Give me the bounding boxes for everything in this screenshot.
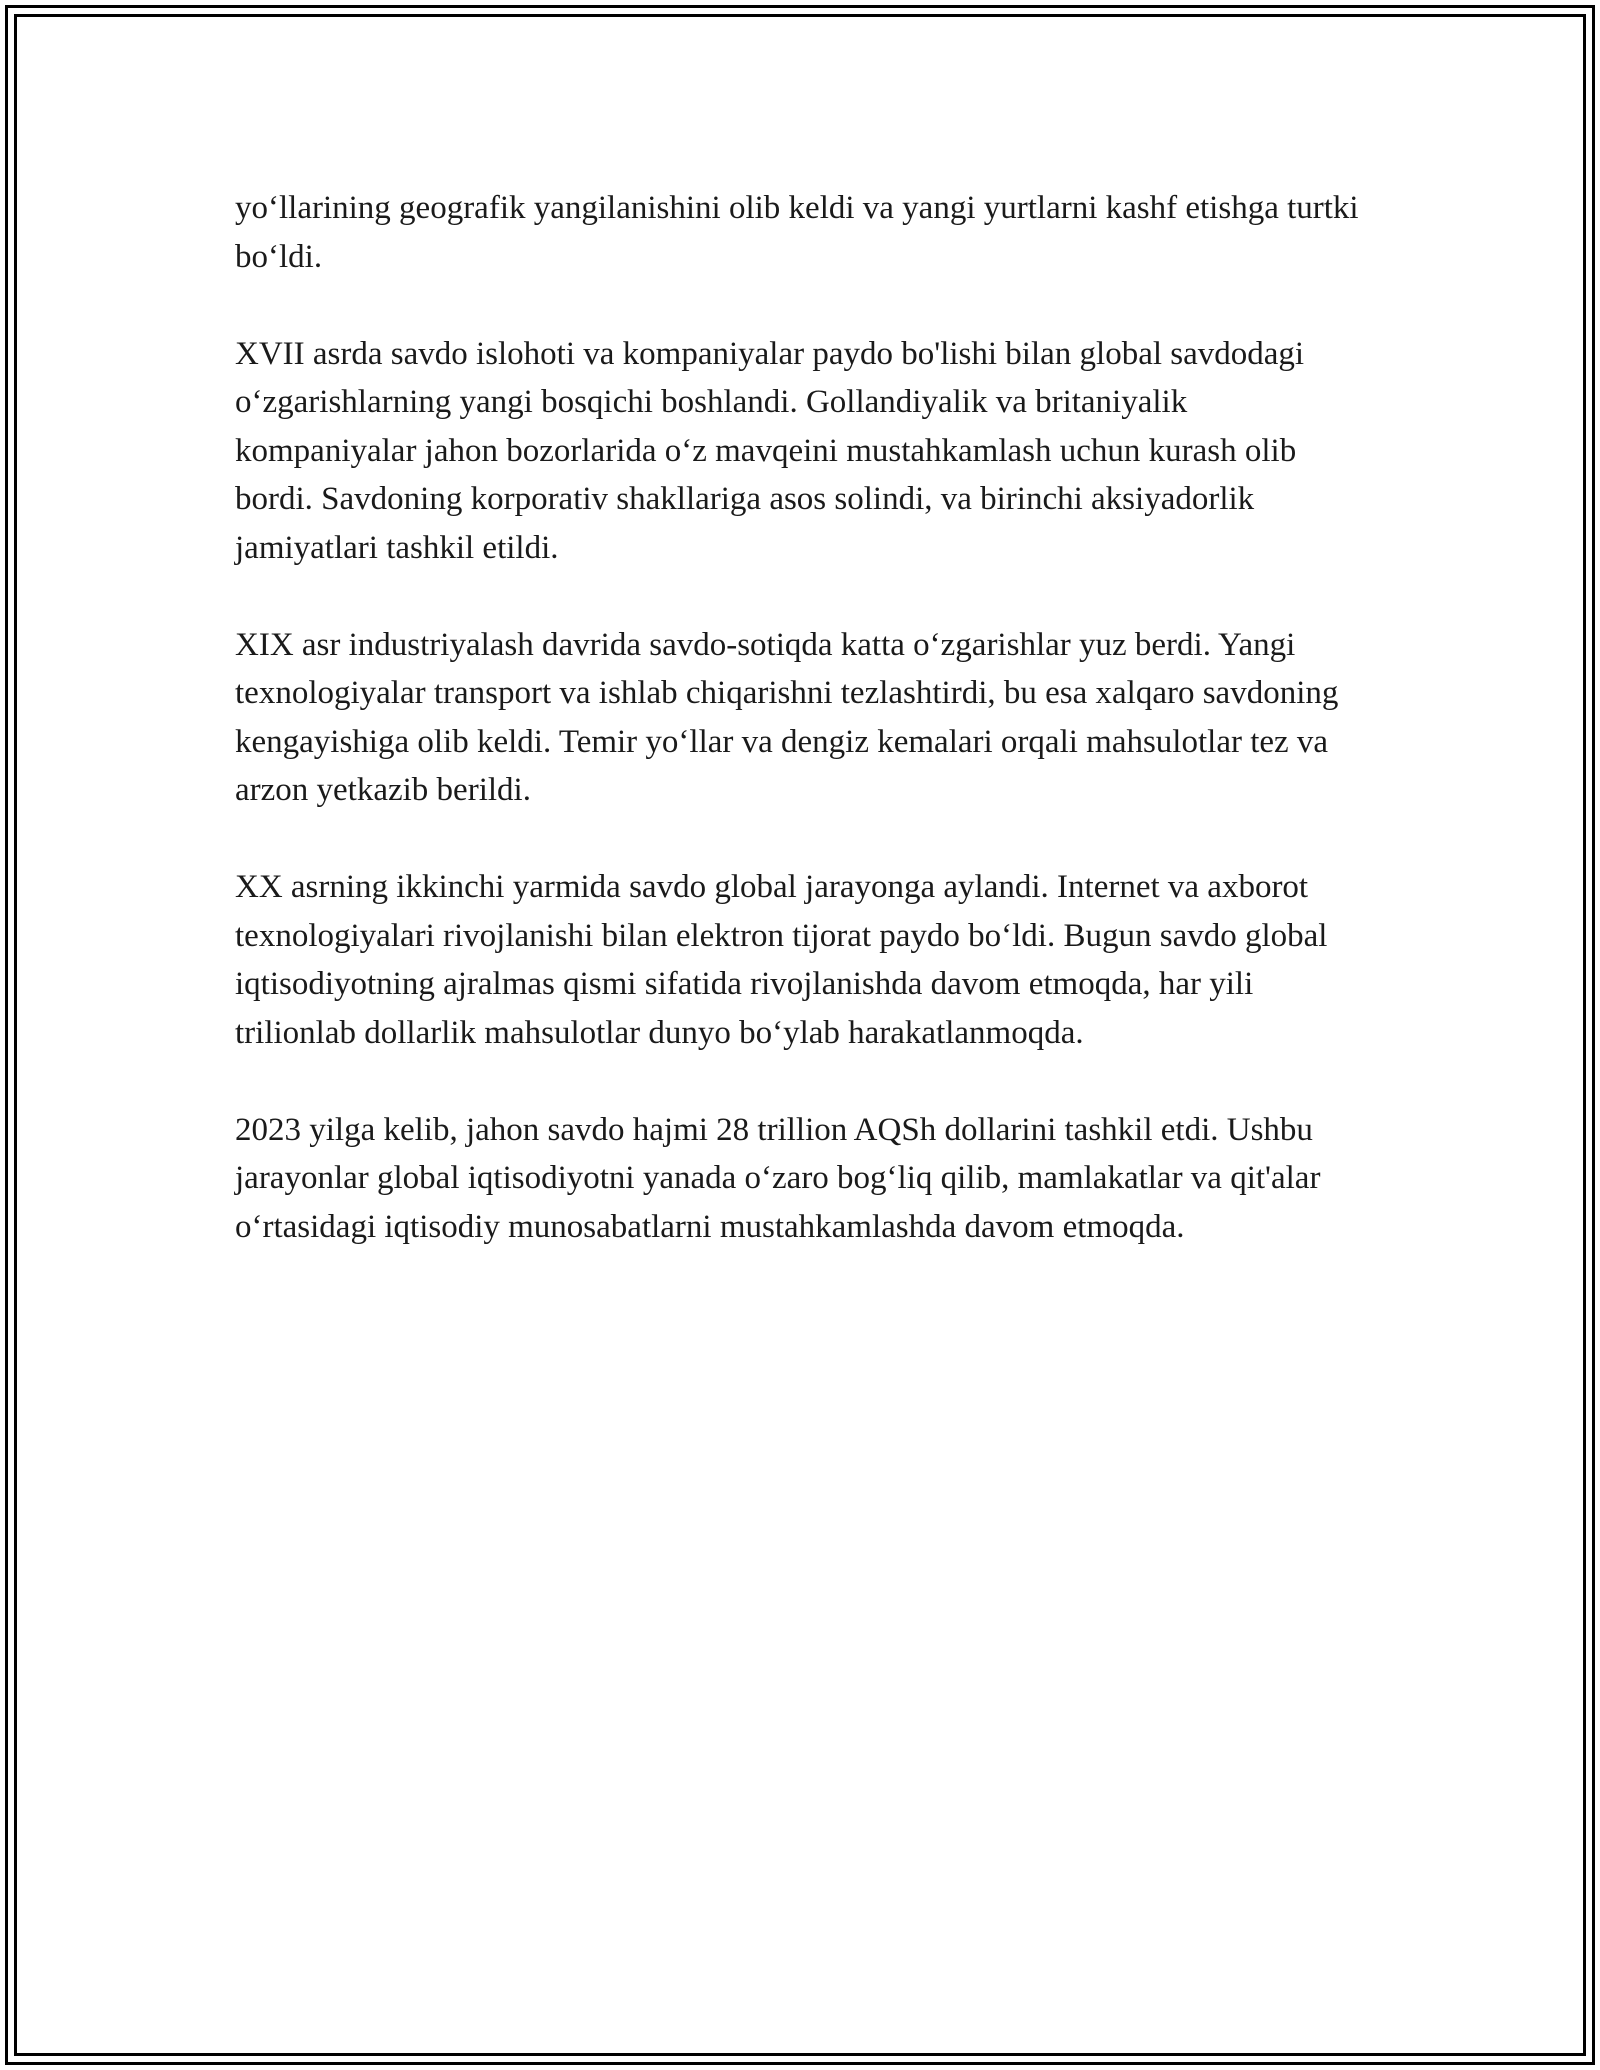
paragraph-17th-century: XVII asrda savdo islohoti va kompaniyalar paydo bo'lishi bilan global savdodagi o‘zgarishlarning yangi bosqichi boshlandi. Gollandiyalik va britaniyalik kompaniyalar jahon bozorlarida o‘z mavqeini mustahkamlash uchun kurash olib bordi. Savdoning korporativ shakllariga asos solindi, va birinchi aksiyadorlik jamiyatlari tashkil etildi. [235,335,1305,566]
paragraph-2023: 2023 yilga kelib, jahon savdo hajmi 28 trillion AQSh dollarini tashkil etdi. Ushbu jarayonlar global iqtisodiyotni yanada o‘zaro bog‘liq qilib, mamlakatlar va qit'alar o‘rtasidagi iqtisodiy munosabatlarni mustahkamlashda davom etmoqda. [235,1111,1321,1245]
document-body [235,184,1370,1300]
paragraph-19th-century: XIX asr industriyalash davrida savdo-sotiqda katta o‘zgarishlar yuz berdi. Yangi texnologiyalar transport va ishlab chiqarishni tezlashtirdi, bu esa xalqaro savdoning kengayishiga olib keldi. Temir yo‘llar va dengiz kemalari orqali mahsulotlar tez va arzon yetkazib berildi. [235,626,1339,808]
paragraph-20th-century: XX asrning ikkinchi yarmida savdo global jarayonga aylandi. Internet va axborot texnologiyalari rivojlanishi bilan elektron tijorat paydo bo‘ldi. Bugun savdo global iqtisodiyotning ajralmas qismi sifatida rivojlanishda davom etmoqda, har yili trilionlab dollarlik mahsulotlar dunyo bo‘ylab harakatlanmoqda. [235,869,1328,1051]
paragraph-trade-routes: yo‘llarining geografik yangilanishini olib keldi va yangi yurtlarni kashf etishga turtki bo‘ldi. [235,190,1359,275]
